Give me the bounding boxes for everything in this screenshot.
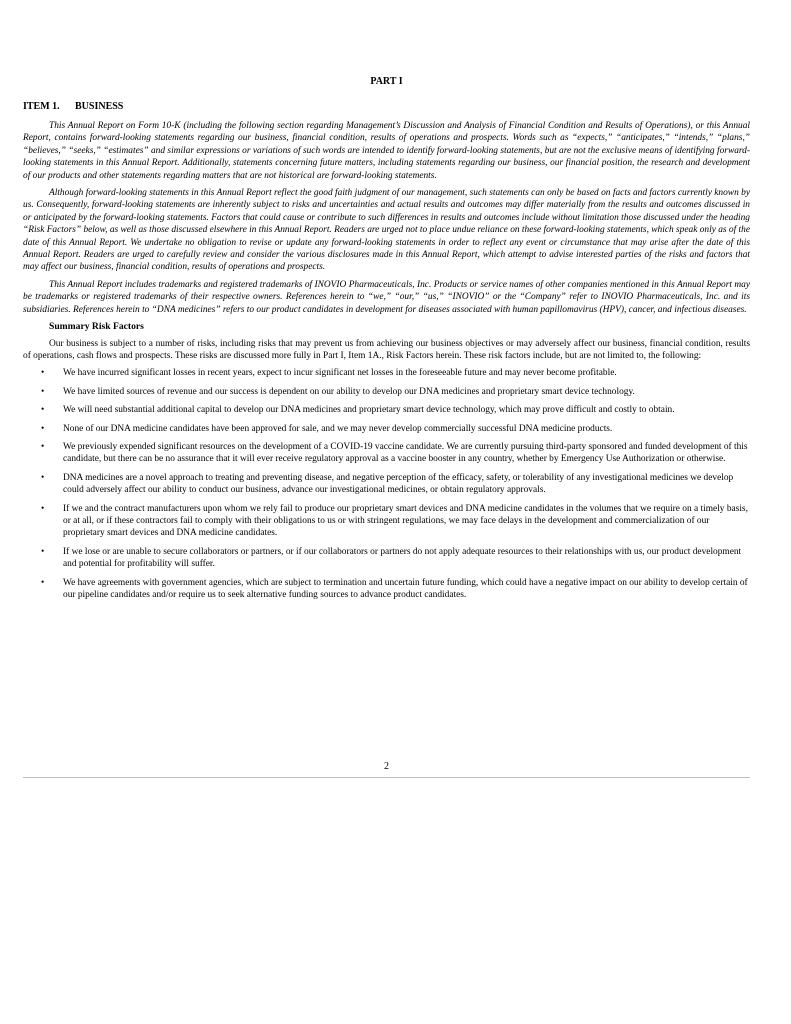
list-item <box>23 404 750 416</box>
list-item <box>23 441 750 466</box>
bullet-icon: • <box>41 405 45 416</box>
list-item <box>23 577 750 602</box>
risk-text: DNA medicines are a novel approach to treating and preventing disease, and negative perception of the efficacy, safety, or tolerability of any investigational medicines we develop could adversely affect our ability to conduct our business, advance our investigational medicines, or obtain regulatory approvals. <box>63 472 734 496</box>
risk-text: If we and the contract manufacturers upon whom we rely fail to produce our proprietary smart devices and DNA medicine candidates in the volumes that we require on a timely basis, or at all, or if these contractors fail to comply with their obligations to us or with stringent regulations, we may face delays in the development and commercialization of our proprietary smart devices and DNA medicine candidates. <box>63 503 748 539</box>
list-item <box>23 546 750 571</box>
item-number: ITEM 1. <box>23 101 60 112</box>
item-title: BUSINESS <box>75 101 124 112</box>
forward-looking-paragraph: Although forward-looking statements in this Annual Report reflect the good faith judgment of our management, such statements can only be based on facts and factors currently known by us. Consequently, forward-looking statements are inherently subject to risks and uncertainties and actual results and outcomes may differ materially from the results and outcomes discussed in or anticipated by the forward-looking statements. Factors that could cause or contribute to such differences in results and outcomes include without limitation those discussed under the heading “Risk Factors” below, as well as those discussed elsewhere in this Annual Report. Readers are urged not to place undue reliance on these forward-looking statements, which speak only as of the date of this Annual Report. We undertake no obligation to revise or update any forward-looking statements in order to reflect any event or circumstance that may arise after the date of this Annual Report. Readers are urged to carefully review and consider the various disclosures made in this Annual Report, which attempt to advise interested parties of the risks and factors that may affect our business, financial condition, results of operations and prospects. <box>23 188 750 273</box>
list-item <box>23 367 750 379</box>
risk-text: We have agreements with government agencies, which are subject to termination and uncertain future funding, which could have a negative impact on our ability to develop certain of our pipeline candidates and/or require us to seek alternative funding sources to advance product candidates. <box>63 577 748 600</box>
bullet-icon: • <box>41 472 45 483</box>
page-number: 2 <box>384 761 389 772</box>
bullet-icon: • <box>41 503 45 514</box>
list-item <box>23 386 750 398</box>
list-item <box>23 472 750 497</box>
risk-text: If we lose or are unable to secure collaborators or partners, or if our collaborators or partners do not apply adequate resources to their relationships with us, our product development and potential for profitability will suffer. <box>63 546 742 570</box>
summary-intro-paragraph: Our business is subject to a number of risks, including risks that may prevent us from achieving our business objectives or may adversely affect our business, financial condition, results of operations, cash flows and prospects. These risks are discussed more fully in Part I, Item 1A., Risk Factors herein. These risk factors include, but are not limited to, the following: <box>23 338 750 361</box>
summary-risk-factors-heading: Summary Risk Factors <box>49 321 144 333</box>
bullet-icon: • <box>41 368 45 379</box>
trademarks-paragraph: This Annual Report includes trademarks and registered trademarks of INOVIO Pharmaceuticals, Inc. Products or service names of other companies mentioned in this Annual Report may be trademarks or registered trademarks of their respective owners. References herein to “we,” “our,” “us,” “INOVIO” or the “Company” refer to INOVIO Pharmaceuticals, Inc. and its subsidiaries. References herein to “DNA medicines” refers to our product candidates in development for diseases associated with human papillomavirus (HPV), cancer, and infectious diseases. <box>23 279 750 315</box>
risk-text: We have incurred significant losses in recent years, expect to incur significant net losses in the foreseeable future and may never become profitable. <box>63 368 617 379</box>
risk-text: None of our DNA medicine candidates have been approved for sale, and we may never develop commercially successful DNA medicine products. <box>63 423 613 434</box>
forward-looking-paragraph: This Annual Report on Form 10-K (including the following section regarding Management’s Discussion and Analysis of Financial Condition and Results of Operations), or this Annual Report, contains forward-looking statements regarding our business, financial condition, results of operations and prospects. Words such as “expects,” “anticipates,” “intends,” “plans,” “believes,” “seeks,” “estimates” and similar expressions or variations of such words are intended to identify forward-looking statements, but are not the exclusive means of identifying forward-looking statements in this Annual Report. Additionally, statements concerning future matters, including statements regarding our business, our financial position, the research and development of our products and other statements regarding matters that are not historical are forward-looking statements. <box>23 121 750 181</box>
bullet-icon: • <box>41 386 45 397</box>
list-item <box>23 423 750 435</box>
item-heading <box>23 101 123 112</box>
part-title: PART I <box>370 76 403 87</box>
document-body <box>23 120 750 607</box>
risk-text: We will need substantial additional capital to develop our DNA medicines and proprietary smart device technology, which may prove difficult and costly to obtain. <box>63 405 675 416</box>
bullet-icon: • <box>41 441 45 452</box>
bullet-icon: • <box>41 546 45 557</box>
bullet-icon: • <box>41 423 45 434</box>
risk-text: We previously expended significant resources on the development of a COVID-19 vaccine candidate. We are currently pursuing third-party sponsored and funded development of this candidate, but there can be no assurance that it will ever receive regulatory approval as a vaccine booster in any country, whether by Emergency Use Authorization or otherwise. <box>63 441 748 465</box>
bullet-icon: • <box>41 577 45 588</box>
page-divider <box>23 777 750 778</box>
risk-text: We have limited sources of revenue and our success is dependent on our ability to develop our DNA medicines and proprietary smart device technology. <box>63 386 635 397</box>
list-item <box>23 503 750 540</box>
risk-factor-list <box>23 367 750 601</box>
